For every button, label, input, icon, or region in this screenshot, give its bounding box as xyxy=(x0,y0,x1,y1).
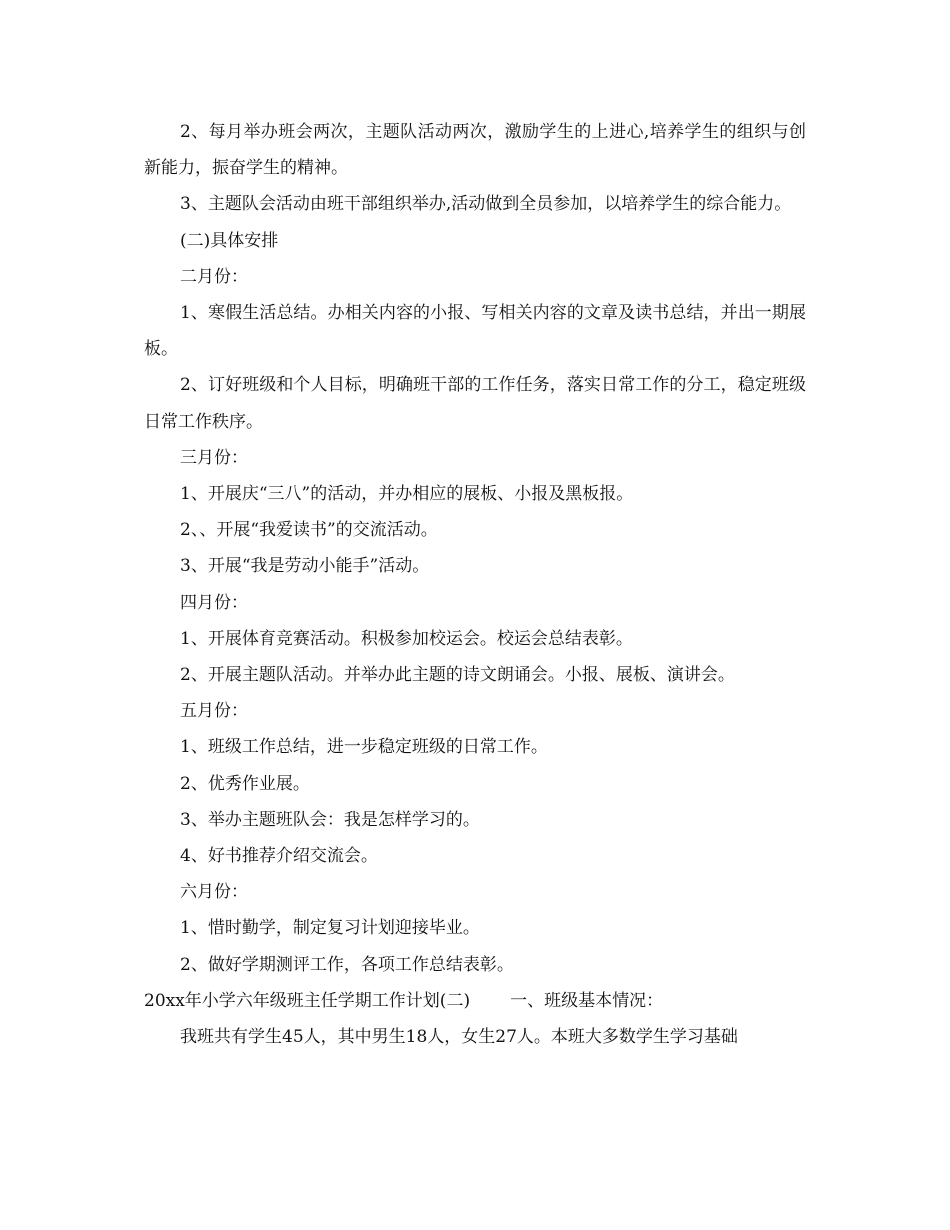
list-item-february-1: 1、寒假生活总结。办相关内容的小报、写相关内容的文章及读书总结，并出一期展板。 xyxy=(144,303,806,360)
month-heading-may: 五月份： xyxy=(180,701,248,722)
paragraph-class-overview: 我班共有学生45人，其中男生18人，女生27人。本班大多数学生学习基础 xyxy=(180,1027,738,1048)
list-item-may-4: 4、好书推荐介绍交流会。 xyxy=(180,846,378,867)
paragraph-meeting-frequency: 2、每月举办班会两次，主题队活动两次，激励学生的上进心,培养学生的组织与创新能力，振奋学生的精神。 xyxy=(144,122,806,179)
list-item-march-3: 3、开展“我是劳动小能手”活动。 xyxy=(180,556,430,577)
next-section-title: 20xx年小学六年级班主任学期工作计划(二) xyxy=(144,990,471,1011)
list-item-april-1: 1、开展体育竞赛活动。积极参加校运会。校运会总结表彰。 xyxy=(180,628,633,649)
list-item-march-1: 1、开展庆“三八”的活动，并办相应的展板、小报及黑板报。 xyxy=(180,484,634,505)
month-heading-april: 四月份： xyxy=(180,592,248,613)
list-item-april-2: 2、开展主题队活动。并举办此主题的诗文朗诵会。小报、展板、演讲会。 xyxy=(180,665,735,686)
next-section-heading-line xyxy=(144,983,806,1019)
paragraph-team-activity: 3、主题队会活动由班干部组织举办,活动做到全员参加，以培养学生的综合能力。 xyxy=(180,194,792,215)
list-item-june-1: 1、惜时勤学，制定复习计划迎接毕业。 xyxy=(180,918,480,939)
document-body xyxy=(144,114,806,1055)
list-item-february-2: 2、订好班级和个人目标，明确班干部的工作任务，落实日常工作的分工，稳定班级日常工作秩序。 xyxy=(144,375,806,432)
list-item-may-3: 3、举办主题班队会：我是怎样学习的。 xyxy=(180,809,480,830)
month-heading-march: 三月份： xyxy=(180,447,248,468)
list-item-june-2: 2、做好学期测评工作，各项工作总结表彰。 xyxy=(180,954,514,975)
list-item-may-1: 1、班级工作总结，进一步稳定班级的日常工作。 xyxy=(180,737,548,758)
list-item-may-2: 2、优秀作业展。 xyxy=(180,773,310,794)
month-heading-february: 二月份： xyxy=(180,266,248,287)
section-heading-schedule: (二)具体安排 xyxy=(180,230,279,251)
list-item-march-2: 2、、开展“我爱读书”的交流活动。 xyxy=(180,520,438,541)
next-section-subtitle: 一、班级基本情况： xyxy=(510,990,664,1011)
month-heading-june: 六月份： xyxy=(180,882,248,903)
